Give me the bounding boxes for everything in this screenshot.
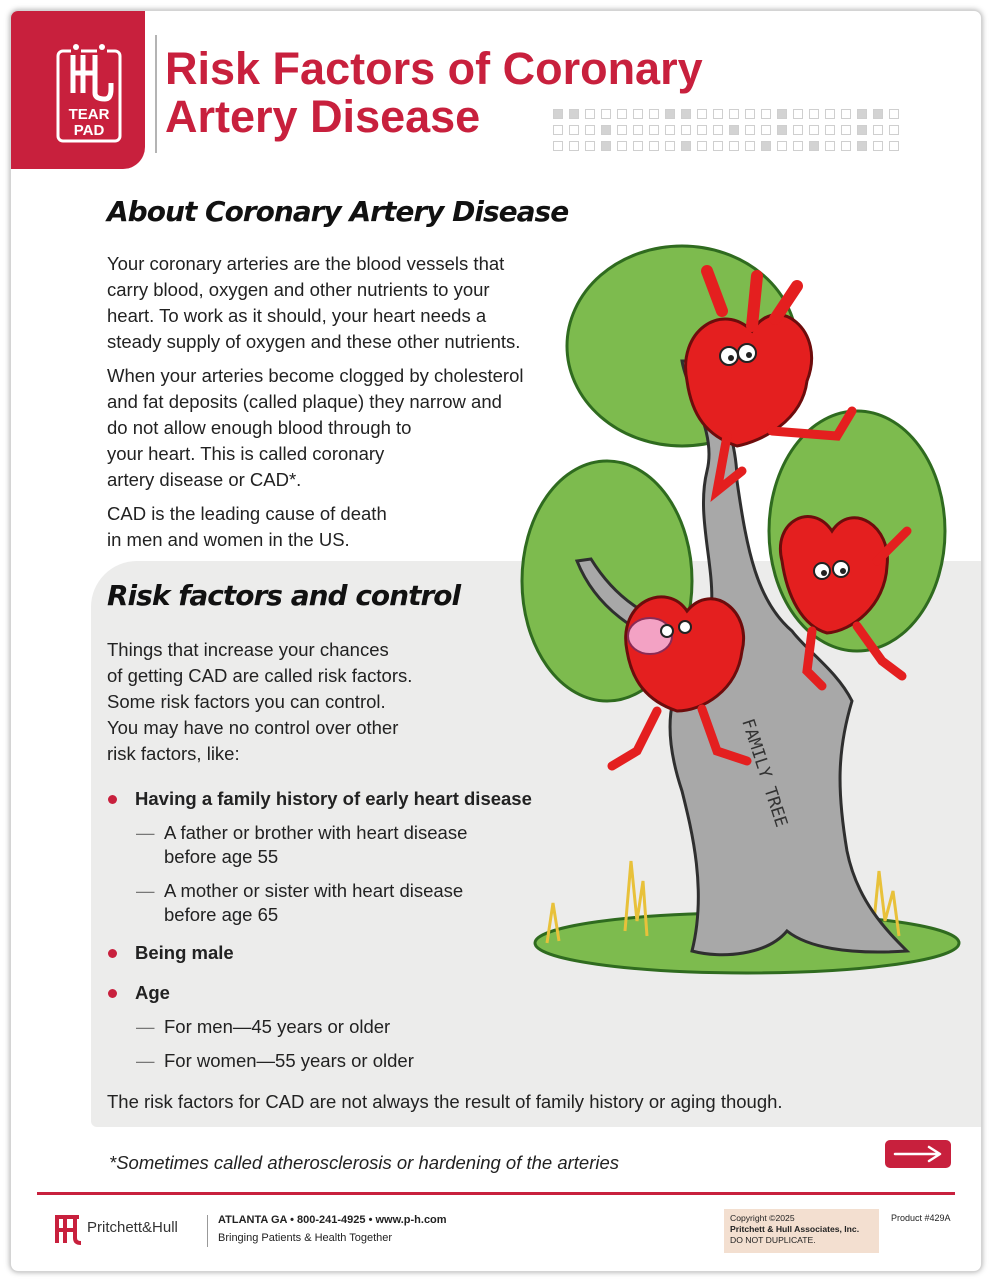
copyright-line: Pritchett & Hull Associates, Inc. bbox=[730, 1224, 860, 1234]
text-line: risk factors, like: bbox=[107, 743, 240, 764]
bullet-dot bbox=[108, 989, 117, 998]
pritchett-hull-logo-icon bbox=[53, 1213, 85, 1247]
grid-square bbox=[793, 109, 803, 119]
grid-square bbox=[601, 141, 611, 151]
grid-square bbox=[873, 125, 883, 135]
text-line: CAD is the leading cause of death bbox=[107, 503, 387, 524]
header-divider bbox=[155, 35, 157, 153]
grid-square bbox=[569, 109, 579, 119]
grid-square bbox=[633, 109, 643, 119]
grid-square bbox=[857, 109, 867, 119]
tagline: Bringing Patients & Health Together bbox=[218, 1232, 393, 1244]
grid-square bbox=[761, 109, 771, 119]
grid-square bbox=[841, 141, 851, 151]
grid-square bbox=[841, 109, 851, 119]
bullet-dot bbox=[108, 795, 117, 804]
dash-mark: — bbox=[136, 822, 155, 843]
grid-square bbox=[649, 109, 659, 119]
product-number: Product #429A bbox=[891, 1213, 951, 1223]
grid-square bbox=[617, 141, 627, 151]
grid-square bbox=[809, 109, 819, 119]
title-line-1: Risk Factors of Coronary bbox=[165, 43, 703, 94]
trunk-label: FAMILY TREE bbox=[737, 716, 792, 830]
grid-square bbox=[809, 125, 819, 135]
grid-square bbox=[729, 125, 739, 135]
text-line: The risk factors for CAD are not always the result of family history or aging though. bbox=[107, 1091, 783, 1112]
grid-square bbox=[729, 141, 739, 151]
badge-line1: TEAR bbox=[68, 106, 110, 123]
contact-line: ATLANTA GA • 800-241-4925 • www.p-h.com bbox=[218, 1214, 447, 1226]
grid-square bbox=[873, 109, 883, 119]
sub-line: before age 65 bbox=[164, 904, 279, 925]
text-line: and fat deposits (called plaque) they narrow and bbox=[107, 391, 502, 412]
dash-mark: — bbox=[136, 1016, 155, 1037]
grid-square bbox=[665, 141, 675, 151]
sub-line: A mother or sister with heart disease bbox=[164, 880, 464, 901]
title-line-2: Artery Disease bbox=[165, 91, 481, 142]
grid-square bbox=[825, 141, 835, 151]
brand-logo bbox=[53, 1213, 213, 1249]
grid-square bbox=[617, 109, 627, 119]
bullet-label: Age bbox=[135, 982, 170, 1003]
text-line: of getting CAD are called risk factors. bbox=[107, 665, 413, 686]
grid-square bbox=[681, 109, 691, 119]
copyright-box bbox=[724, 1209, 879, 1253]
about-paragraph-1 bbox=[107, 251, 520, 355]
text-line: When your arteries become clogged by cholesterol bbox=[107, 365, 524, 386]
grid-square bbox=[889, 125, 899, 135]
grid-square bbox=[729, 109, 739, 119]
grid-square bbox=[697, 109, 707, 119]
grid-square bbox=[857, 125, 867, 135]
family-tree-illustration bbox=[507, 231, 977, 981]
dash-mark: — bbox=[136, 880, 155, 901]
grid-square bbox=[745, 109, 755, 119]
text-line: in men and women in the US. bbox=[107, 529, 350, 550]
copyright-line: DO NOT DUPLICATE. bbox=[730, 1235, 816, 1245]
text-line: Some risk factors you can control. bbox=[107, 691, 386, 712]
grid-square bbox=[617, 125, 627, 135]
grid-square bbox=[569, 125, 579, 135]
grid-square bbox=[585, 125, 595, 135]
footnote: *Sometimes called atherosclerosis or hardening of the arteries bbox=[109, 1152, 620, 1173]
grid-square bbox=[761, 125, 771, 135]
grid-square bbox=[681, 141, 691, 151]
risk-intro bbox=[107, 637, 412, 767]
grid-square bbox=[553, 109, 563, 119]
copyright-line: Copyright ©2025 bbox=[730, 1213, 795, 1223]
text-line: artery disease or CAD*. bbox=[107, 469, 302, 490]
grid-square bbox=[553, 125, 563, 135]
about-paragraph-3 bbox=[107, 501, 387, 553]
grid-square bbox=[585, 141, 595, 151]
about-paragraph-2 bbox=[107, 363, 523, 493]
bullet-dot bbox=[108, 949, 117, 958]
brand-name: Pritchett&Hull bbox=[87, 1219, 178, 1236]
grid-square bbox=[889, 109, 899, 119]
grid-square bbox=[713, 109, 723, 119]
grid-square bbox=[793, 141, 803, 151]
grid-square bbox=[697, 125, 707, 135]
sub-line: A father or brother with heart disease bbox=[164, 822, 468, 843]
grid-square bbox=[713, 141, 723, 151]
grid-square bbox=[745, 141, 755, 151]
grid-square bbox=[745, 125, 755, 135]
decorative-square-grid bbox=[553, 109, 903, 157]
grid-square bbox=[777, 109, 787, 119]
grid-square bbox=[633, 125, 643, 135]
grid-square bbox=[649, 125, 659, 135]
grid-square bbox=[681, 125, 691, 135]
text-line: Things that increase your chances bbox=[107, 639, 389, 660]
grid-square bbox=[825, 125, 835, 135]
bullet-label: Having a family history of early heart disease bbox=[135, 788, 532, 809]
sub-line: before age 55 bbox=[164, 846, 279, 867]
grid-square bbox=[809, 141, 819, 151]
grid-square bbox=[601, 125, 611, 135]
grid-square bbox=[873, 141, 883, 151]
text-line: steady supply of oxygen and these other nutrients. bbox=[107, 331, 521, 352]
grid-square bbox=[633, 141, 643, 151]
text-line: heart. To work as it should, your heart needs a bbox=[107, 305, 487, 326]
tear-pad-logo-icon bbox=[11, 11, 145, 169]
text-line: Your coronary arteries are the blood vessels that bbox=[107, 253, 505, 274]
grid-square bbox=[601, 109, 611, 119]
handout-page bbox=[10, 10, 982, 1272]
arrow-right-icon bbox=[885, 1140, 951, 1168]
grid-square bbox=[649, 141, 659, 151]
grid-square bbox=[713, 125, 723, 135]
sub-line: For women—55 years or older bbox=[164, 1050, 414, 1071]
tear-pad-badge bbox=[11, 11, 145, 169]
grid-square bbox=[777, 141, 787, 151]
grid-square bbox=[553, 141, 563, 151]
grid-square bbox=[793, 125, 803, 135]
text-line: your heart. This is called coronary bbox=[107, 443, 385, 464]
bullet-label: Being male bbox=[135, 942, 234, 963]
badge-line2: PAD bbox=[73, 122, 105, 139]
grid-square bbox=[841, 125, 851, 135]
risk-closing bbox=[107, 1089, 783, 1115]
risk-heading: Risk factors and control bbox=[107, 579, 461, 612]
grid-square bbox=[585, 109, 595, 119]
dash-mark: — bbox=[136, 1050, 155, 1071]
grid-square bbox=[857, 141, 867, 151]
footer-rule bbox=[37, 1192, 955, 1195]
grid-square bbox=[665, 109, 675, 119]
text-line: You may have no control over other bbox=[107, 717, 399, 738]
text-line: carry blood, oxygen and other nutrients to your bbox=[107, 279, 490, 300]
next-page-button[interactable] bbox=[885, 1140, 951, 1168]
about-heading: About Coronary Artery Disease bbox=[107, 195, 569, 228]
footer-divider bbox=[207, 1215, 208, 1247]
text-line: do not allow enough blood through to bbox=[107, 417, 412, 438]
grid-square bbox=[777, 125, 787, 135]
grid-square bbox=[569, 141, 579, 151]
sub-line: For men—45 years or older bbox=[164, 1016, 391, 1037]
grid-square bbox=[697, 141, 707, 151]
grid-square bbox=[889, 141, 899, 151]
grid-square bbox=[761, 141, 771, 151]
grid-square bbox=[825, 109, 835, 119]
grid-square bbox=[665, 125, 675, 135]
